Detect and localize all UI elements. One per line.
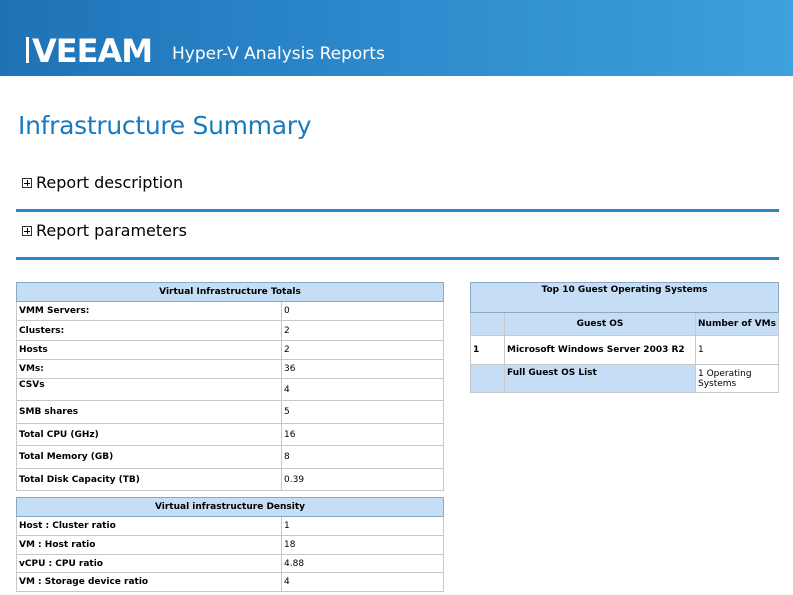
table-row: CSVs 4 xyxy=(17,379,444,401)
totals-table xyxy=(16,282,444,491)
app-title: Hyper-V Analysis Reports xyxy=(172,44,385,64)
table-row: Total Memory (GB) 8 xyxy=(17,446,444,469)
report-banner xyxy=(0,0,793,76)
guest-os-column-headers xyxy=(471,313,779,336)
section-divider xyxy=(16,257,779,260)
column-header-guest-os: Guest OS xyxy=(505,313,696,336)
expand-plus-icon[interactable] xyxy=(22,226,32,236)
table-row: vCPU : CPU ratio 4.88 xyxy=(17,555,444,573)
column-header-vm-count: Number of VMs xyxy=(696,313,779,336)
table-row: Total Disk Capacity (TB) 0.39 xyxy=(17,469,444,491)
table-row xyxy=(471,365,779,393)
veeam-logo xyxy=(24,32,158,68)
density-title: Virtual infrastructure Density xyxy=(17,498,444,517)
page-title: Infrastructure Summary xyxy=(18,111,312,140)
report-parameters-toggle[interactable] xyxy=(22,221,187,240)
os-count-summary: 1 Operating Systems xyxy=(696,365,779,393)
full-guest-os-list-link[interactable]: Full Guest OS List xyxy=(505,365,696,393)
table-row: VM : Host ratio 18 xyxy=(17,536,444,555)
guest-os-table xyxy=(470,282,779,393)
report-parameters-label[interactable]: Report parameters xyxy=(36,221,187,240)
totals-title: Virtual Infrastructure Totals xyxy=(17,283,444,302)
table-row: VM : Storage device ratio 4 xyxy=(17,573,444,592)
brand-text: VEEAM xyxy=(32,34,153,66)
table-row: SMB shares 5 xyxy=(17,401,444,424)
table-row: Hosts 2 xyxy=(17,341,444,360)
report-description-label[interactable]: Report description xyxy=(36,173,184,192)
table-row: Clusters: 2 xyxy=(17,321,444,341)
guest-os-title: Top 10 Guest Operating Systems xyxy=(471,283,779,313)
table-row: VMM Servers: 0 xyxy=(17,302,444,321)
table-row: Total CPU (GHz) 16 xyxy=(17,424,444,446)
table-row: VMs: 36 xyxy=(17,360,444,379)
section-divider xyxy=(16,209,779,212)
table-row: Host : Cluster ratio 1 xyxy=(17,517,444,536)
expand-plus-icon[interactable] xyxy=(22,178,32,188)
report-description-toggle[interactable] xyxy=(22,173,183,192)
table-row: 1 Microsoft Windows Server 2003 R2 1 xyxy=(471,336,779,365)
density-table xyxy=(16,497,444,592)
